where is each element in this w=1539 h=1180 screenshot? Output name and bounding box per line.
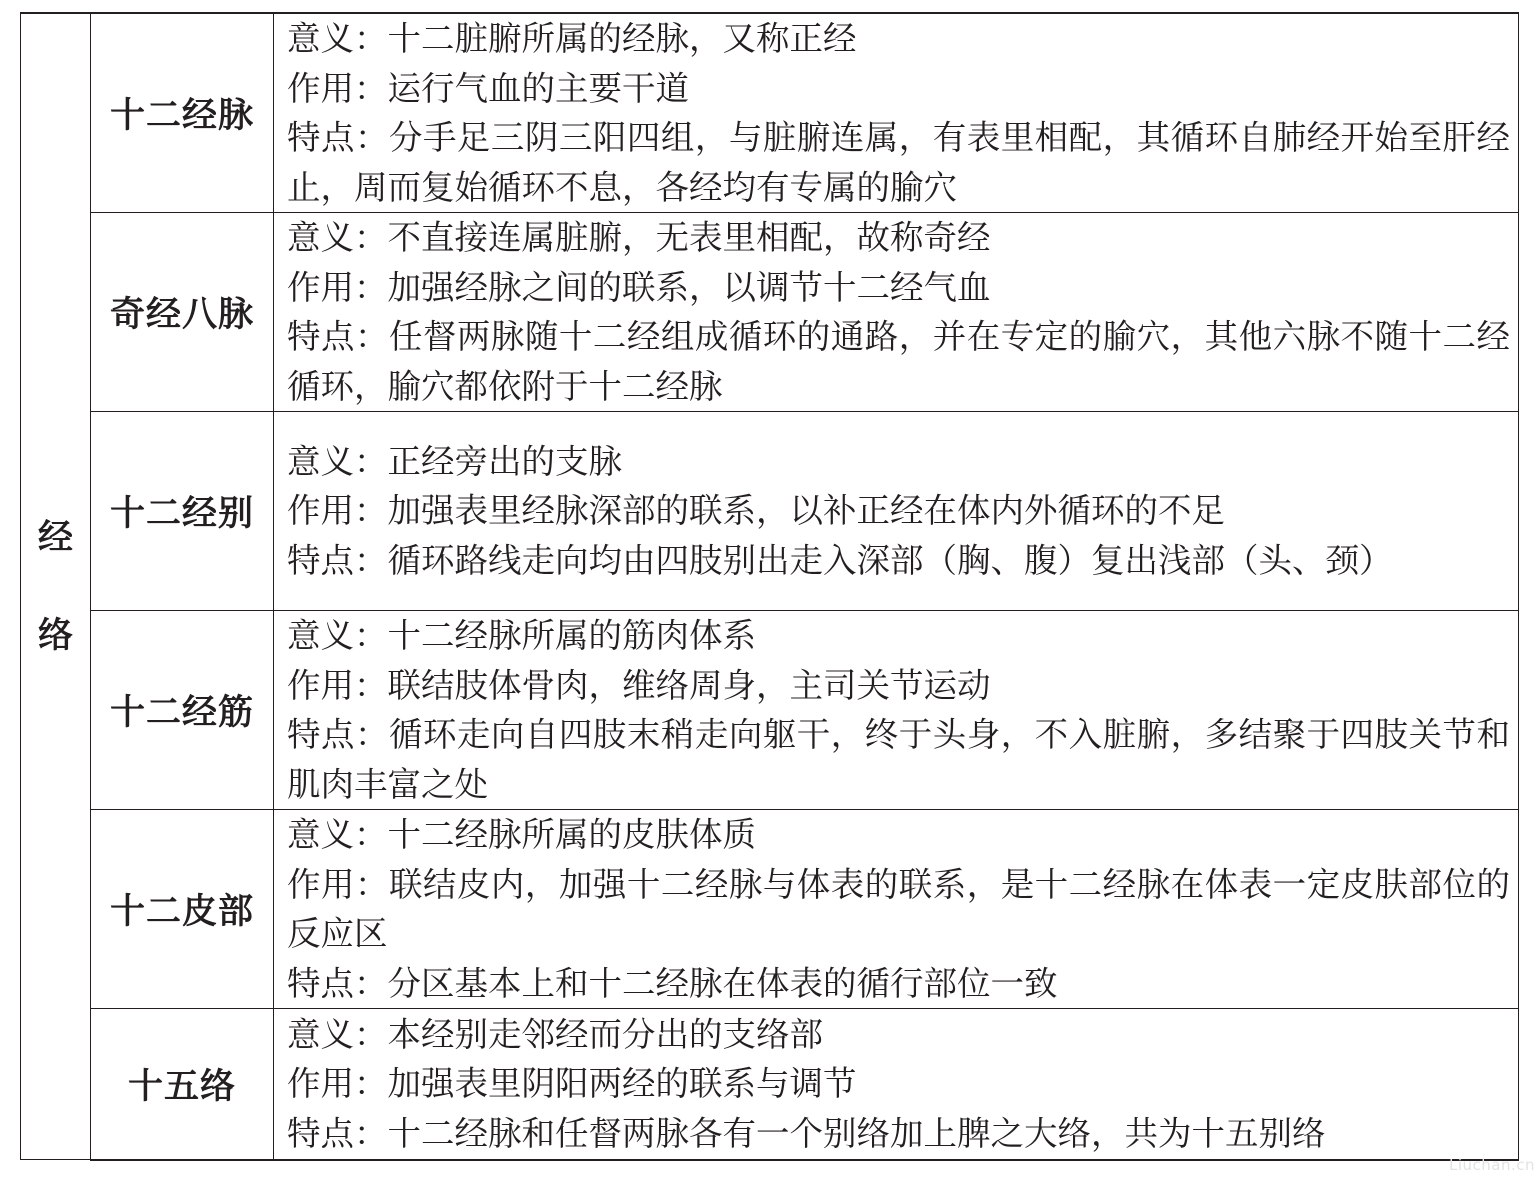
row-name: 十二经筋 bbox=[91, 611, 274, 810]
row-name: 十二经脉 bbox=[91, 13, 274, 213]
row-description bbox=[274, 810, 1519, 1009]
table-row bbox=[21, 810, 1519, 1009]
meaning-line: 意义：十二脏腑所属的经脉，又称正经 bbox=[287, 19, 857, 58]
function-line: 作用：联结肢体骨肉，维络周身，主司关节运动 bbox=[287, 665, 991, 705]
row-description bbox=[274, 611, 1519, 810]
function-line: 作用：联结皮内，加强十二经脉与体表的联系，是十二经脉在体表一定皮肤部位的反应区 bbox=[287, 864, 1510, 953]
row-name: 十五络 bbox=[91, 1009, 274, 1160]
row-description bbox=[274, 213, 1519, 412]
table-row bbox=[21, 13, 1519, 213]
watermark: Liuchan.cn bbox=[1448, 1156, 1535, 1174]
row-description bbox=[274, 13, 1519, 213]
feature-line: 特点：任督两脉随十二经组成循环的通路，并在专定的腧穴，其他六脉不随十二经循环，腧穴都依附于十二经脉 bbox=[287, 317, 1510, 406]
function-line: 作用：运行气血的主要干道 bbox=[287, 68, 689, 108]
meridian-table bbox=[20, 12, 1519, 1161]
table-row bbox=[21, 1009, 1519, 1160]
meaning-line: 意义：正经旁出的支脉 bbox=[287, 441, 622, 481]
table-row bbox=[21, 213, 1519, 412]
function-line: 作用：加强表里阴阳两经的联系与调节 bbox=[287, 1064, 857, 1103]
feature-line: 特点：循环路线走向均由四肢别出走入深部（胸、腹）复出浅部（头、颈） bbox=[287, 540, 1393, 580]
row-description bbox=[274, 412, 1519, 611]
meaning-line: 意义：十二经脉所属的皮肤体质 bbox=[287, 815, 756, 854]
feature-line: 特点：循环走向自四肢末稍走向躯干，终于头身，不入脏腑，多结聚于四肢关节和肌肉丰富之处 bbox=[287, 715, 1510, 804]
group-cell bbox=[21, 13, 91, 1160]
function-line: 作用：加强表里经脉深部的联系，以补正经在体内外循环的不足 bbox=[287, 491, 1225, 531]
row-name: 十二皮部 bbox=[91, 810, 274, 1009]
feature-line: 特点：十二经脉和任督两脉各有一个别络加上脾之大络，共为十五别络 bbox=[287, 1113, 1326, 1153]
row-name: 奇经八脉 bbox=[91, 213, 274, 412]
row-description bbox=[274, 1009, 1519, 1160]
feature-line: 特点：分手足三阴三阳四组，与脏腑连属，有表里相配，其循环自肺经开始至肝经止，周而复始循环不息，各经均有专属的腧穴 bbox=[287, 118, 1510, 207]
group-label: 经络 bbox=[37, 517, 73, 656]
meaning-line: 意义：本经别走邻经而分出的支络部 bbox=[287, 1014, 823, 1054]
function-line: 作用：加强经脉之间的联系，以调节十二经气血 bbox=[287, 267, 991, 307]
table-row bbox=[21, 412, 1519, 611]
row-name: 十二经别 bbox=[91, 412, 274, 611]
feature-line: 特点：分区基本上和十二经脉在体表的循行部位一致 bbox=[287, 963, 1058, 1003]
table-row bbox=[21, 611, 1519, 810]
meaning-line: 意义：十二经脉所属的筋肉体系 bbox=[287, 616, 756, 655]
meaning-line: 意义：不直接连属脏腑，无表里相配，故称奇经 bbox=[287, 218, 991, 257]
